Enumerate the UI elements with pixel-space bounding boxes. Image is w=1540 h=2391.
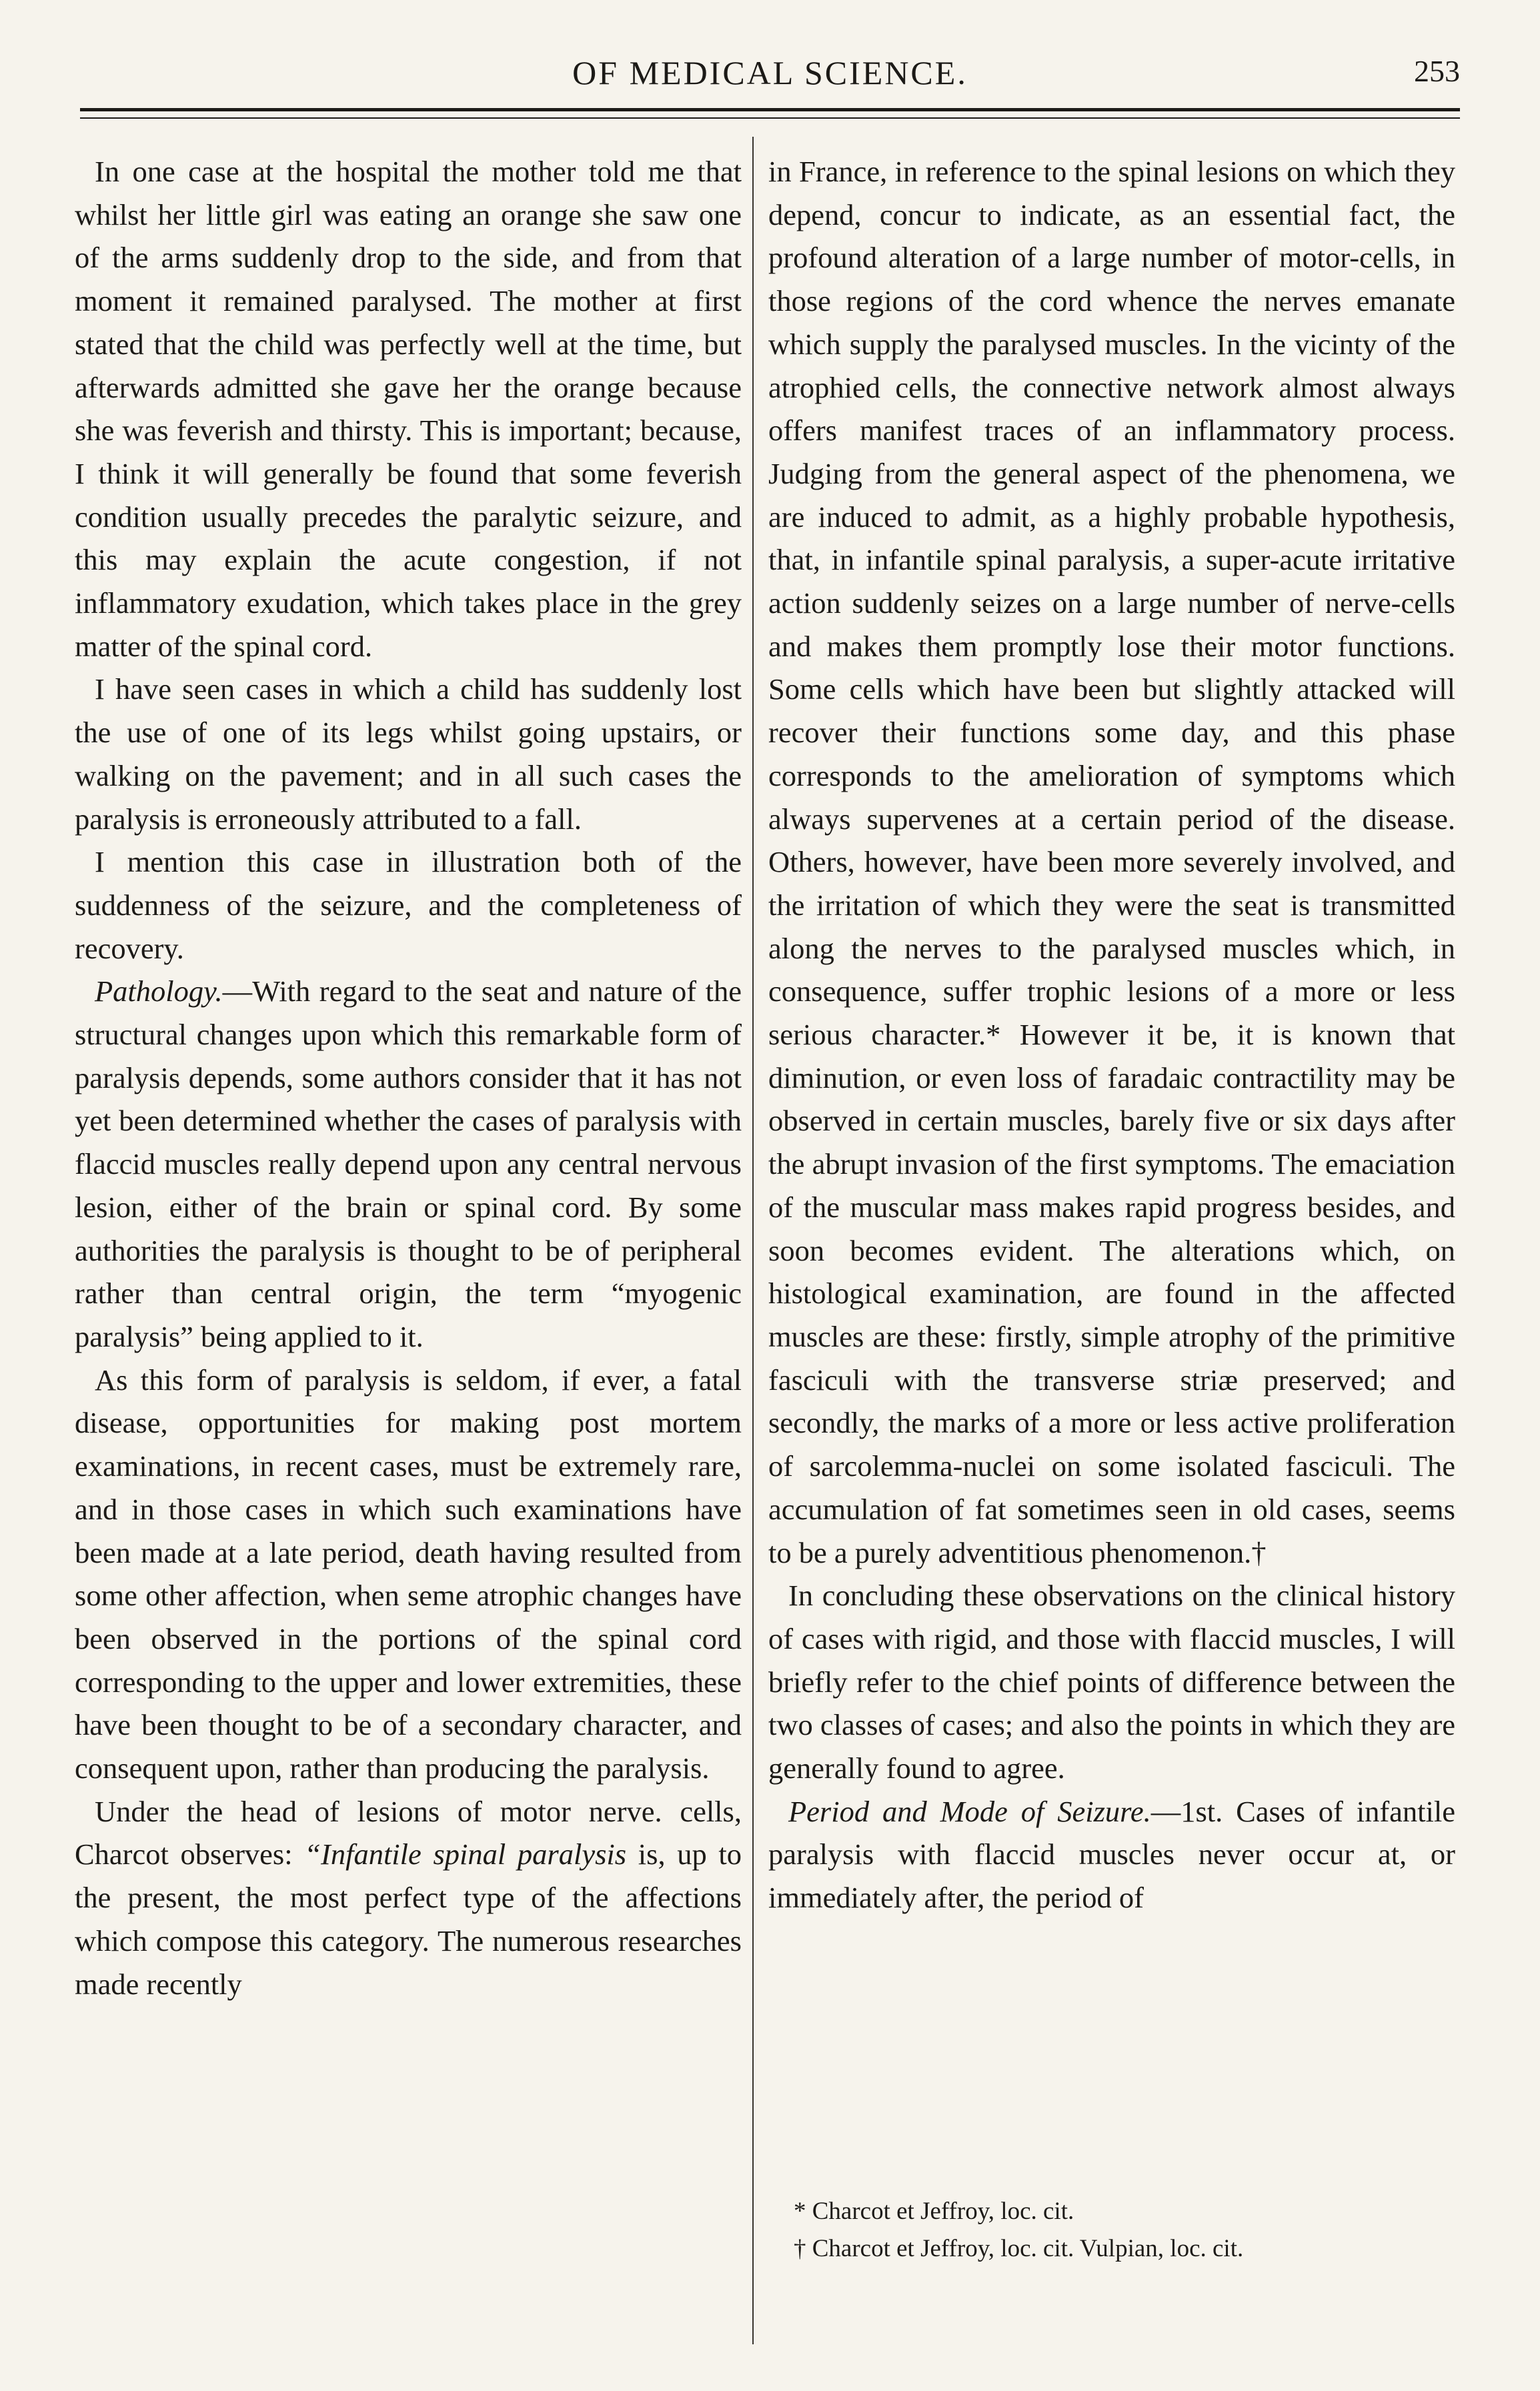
paragraph: In one case at the hospital the mother told me that whilst her little girl was eating an orange she saw one of the arms suddenly drop to the side, and from that moment it remained paralysed. The mother at first stated that the child was perfectly well at the time, but afterwards admitted she gave her the orange because she was feverish and thirsty. This is important; because, I think it will generally be found that some feverish condition usually precedes the paralytic seizure, and this may explain the acute congestion, if not inflammatory exudation, which takes place in the grey matter of the spinal cord. bbox=[75, 155, 742, 663]
paragraph bbox=[75, 970, 742, 1358]
paragraph: In concluding these observations on the clinical history of cases with rigid, and those with flaccid muscles, I will briefly refer to the chief points of difference between the two classes of cases; and also the points in which they are generally found to agree. bbox=[768, 1579, 1455, 1785]
page-number: 253 bbox=[1414, 54, 1460, 88]
quoted-italic: “Infantile spinal paralysis bbox=[304, 1837, 627, 1871]
footnotes bbox=[794, 2193, 1461, 2268]
section-heading-pathology: Pathology. bbox=[95, 974, 223, 1008]
paragraph bbox=[768, 1790, 1455, 1919]
paragraph-text: —With regard to the seat and nature of the structural changes upon which this remarkable form of paralysis depends, some authors consider that it has not yet been determined whether the cases of paralysis with flaccid muscles really depend upon any central nervous lesion, either of the brain or spinal cord. By some authorities the paralysis is thought to be of peripheral rather than central origin, the term “myogenic paralysis” being applied to it. bbox=[75, 974, 742, 1353]
paragraph bbox=[75, 1790, 742, 2006]
header-rule-thick bbox=[80, 108, 1460, 111]
footnote: * Charcot et Jeffroy, loc. cit. bbox=[794, 2198, 1074, 2225]
paragraph-text: is, up to the present, the most perfect type of the affections which compose this category. The numerous researches made recently bbox=[75, 1837, 742, 2001]
column-divider bbox=[752, 137, 754, 2344]
paragraph: in France, in reference to the spinal lesions on which they depend, concur to indicate, as an essential fact, the profound alteration of a large number of motor-cells, in those regions of the cord whence the nerves emanate which supply the paralysed muscles. In the vicinty of the atrophied cells, the connective network almost always offers manifest traces of an inflammatory process. Judging from the general aspect of the phenomena, we are induced to admit, as a highly probable hypothesis, that, in infantile spinal paralysis, a super-acute irritative action suddenly seizes on a large number of nerve-cells and makes them promptly lose their motor functions. Some cells which have been but slightly attacked will recover their functions some day, and this phase corresponds to the amelioration of symptoms which always supervenes at a certain period of the disease. Others, however, have been more severely involved, and the irritation of which they were the seat is transmitted along the nerves to the paralysed muscles which, in consequence, suffer trophic lesions of a more or less serious character.* However it be, it is known that diminution, or even loss of faradaic contractility may be observed in certain muscles, barely five or six days after the abrupt invasion of the first symptoms. The emaciation of the muscular mass makes rapid progress besides, and soon becomes evident. The alterations which, on histological examination, are found in the affected muscles are these: firstly, simple atrophy of the primitive fasciculi with the transverse striæ preserved; and secondly, the marks of a more or less active proliferation of sarcolemma-nuclei on some isolated fasciculi. The accumulation of fat sometimes seen in old cases, seems to be a purely adventitious phenomenon.† bbox=[768, 155, 1455, 1569]
header-rule-thin bbox=[80, 117, 1460, 119]
paragraph-text: As this form of paralysis is seldom, if ever, a fatal disease, opportunities for making post mortem examinations, in recent cases, must be extremely rare, and in those cases in which such examinations have been made at a late period, death having resulted from some other affection, when seme atrophic changes have been observed in the portions of the spinal cord corresponding to the upper and lower extremities, these have been thought to be of a secondary character, and consequent upon, rather than producing the paralysis. bbox=[75, 1363, 742, 1785]
right-column bbox=[768, 150, 1455, 1919]
paragraph: I have seen cases in which a child has suddenly lost the use of one of its legs whilst going upstairs, or walking on the pavement; and in all such cases the paralysis is erroneously attributed to a fall. bbox=[75, 672, 742, 836]
running-title: OF MEDICAL SCIENCE. bbox=[572, 54, 968, 91]
section-heading-period: Period and Mode of Seizure. bbox=[788, 1794, 1151, 1828]
page-header bbox=[80, 47, 1460, 107]
paragraph-text: —1st. Cases of infantile paralysis with flaccid muscles never occur at, or immediately after, the period of bbox=[768, 1794, 1455, 1915]
left-column bbox=[75, 150, 742, 2006]
paragraph-text: Under the head of lesions of motor nerve. cells, Charcot observes: bbox=[75, 1794, 742, 1871]
paragraph: I mention this case in illustration both of the suddenness of the seizure, and the completeness of recovery. bbox=[75, 845, 742, 965]
footnote: † Charcot et Jeffroy, loc. cit. Vulpian, loc. cit. bbox=[794, 2235, 1244, 2262]
paragraph bbox=[75, 1359, 742, 1790]
